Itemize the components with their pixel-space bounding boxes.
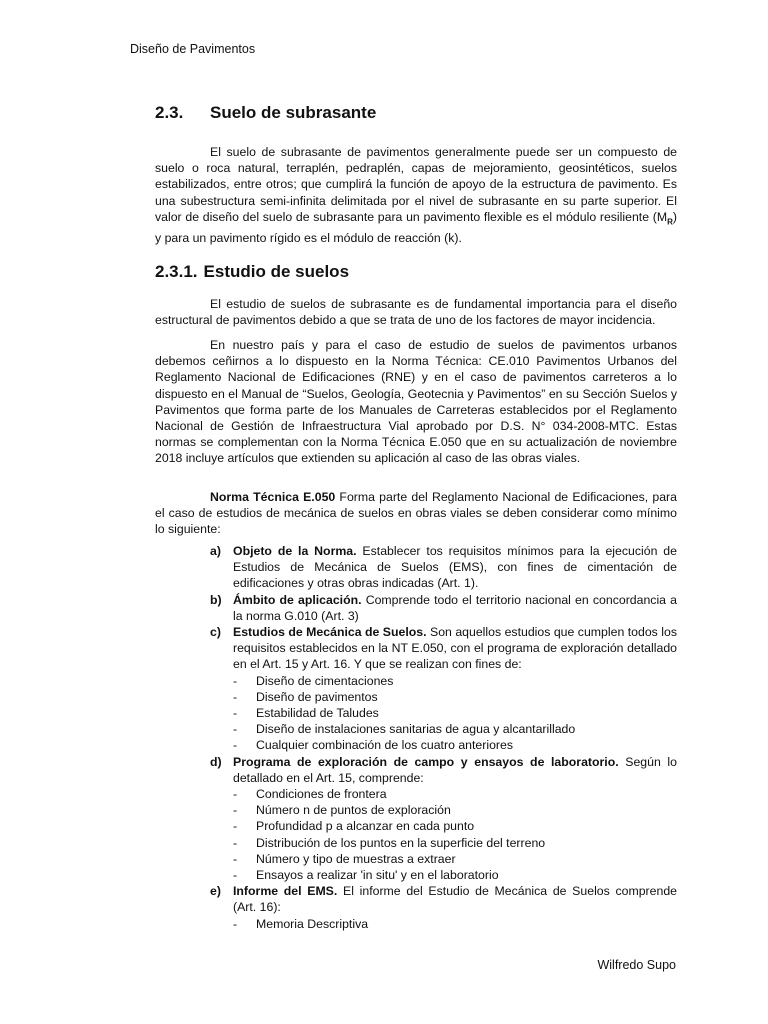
page-footer: Wilfredo Supo xyxy=(597,958,676,972)
section-number: 2.3. xyxy=(155,103,184,122)
item-lead: Informe del EMS. xyxy=(233,884,338,899)
subsection-title: Estudio de suelos xyxy=(203,262,350,281)
sub-item: - Profundidad p a alcanzar en cada punto xyxy=(233,819,475,834)
sub-item: - Diseño de pavimentos xyxy=(233,689,378,704)
subsection-number: 2.3.1. xyxy=(155,262,198,281)
item-letter: d) xyxy=(210,754,222,769)
list-item: d) Programa de exploración de campo y ensayos de laboratorio. Según lo detallado en el Art. 15, comprende: - Condiciones de frontera - Número n de puntos de exploración - Profundidad p a alcanzar en cada punto - Distribución de los puntos en la superficie del terreno - Número y tipo de muestras a extraer - Ensayos a realizar 'in situ' y en el laboratorio xyxy=(210,754,677,883)
sub-item: - Distribución de los puntos en la superficie del terreno xyxy=(233,835,546,850)
list-item: b) Ámbito de aplicación. Comprende todo el territorio nacional en concordancia a la norma G.010 (Art. 3) xyxy=(210,592,678,623)
paragraph-norma-e050: Norma Técnica E.050 Forma parte del Reglamento Nacional de Edificaciones, para el caso de estudios de mecánica de suelos en obras viales se deben considerar como mínimo lo siguiente: xyxy=(155,490,677,537)
subscript-r: R xyxy=(667,217,673,227)
paragraph-estudio: El estudio de suelos de subrasante es de fundamental importancia para el diseño estructural de pavimentos debido a que se trata de uno de los factores de mayor incidencia. xyxy=(155,297,677,328)
item-lead: Objeto de la Norma. xyxy=(233,544,357,558)
list-item: e) Informe del EMS. El informe del Estudio de Mecánica de Suelos comprende (Art. 16): - Memoria Descriptiva xyxy=(210,884,677,931)
sub-item: - Estabilidad de Taludes xyxy=(233,706,379,721)
requirements-list xyxy=(210,543,677,932)
sub-item: - Diseño de cimentaciones xyxy=(233,673,394,688)
sub-item: - Ensayos a realizar 'in situ' y en el laboratorio xyxy=(233,868,499,883)
sub-item: - Número n de puntos de exploración xyxy=(233,803,451,818)
section-heading xyxy=(155,103,376,123)
paragraph-normas: En nuestro país y para el caso de estudio de suelos de pavimentos urbanos debemos ceñirnos a lo dispuesto en la Norma Técnica: CE.010 Pavimentos Urbanos del Reglamento Nacional de Edificaciones (RNE) y en el caso de pavimentos carreteros a lo dispuesto en el Manual de “Suelos, Geología, Geotecnia y Pavimentos” en su Sección Suelos y Pavimentos que forma parte de los Manuales de Carreteras establecidos por el Reglamento Nacional de Gestión de Infraestructura Vial aprobado por D.S. N° 034-2008-MTC. Estas normas se complementan con la Norma Técnica E.050 que en su actualización de noviembre 2018 incluye artículos que extienden su aplicación al caso de las obras viales. xyxy=(155,338,677,466)
sub-item: - Diseño de instalaciones sanitarias de agua y alcantarillado xyxy=(233,722,576,737)
list-item: c) Estudios de Mecánica de Suelos. Son aquellos estudios que cumplen todos los requisitos establecidos en la NT E.050, con el programa de exploración detallado en el Art. 15 y Art. 16. Y que se realizan con fines de: - Diseño de cimentaciones - Diseño de pavimentos - Estabilidad de Taludes - Diseño de instalaciones sanitarias de agua y alcantarillado - Cualquier combinación de los cuatro anteriores xyxy=(210,625,677,753)
sub-item: - Memoria Descriptiva xyxy=(233,916,369,931)
sub-item: - Número y tipo de muestras a extraer xyxy=(233,851,456,866)
norma-lead: Norma Técnica E.050 xyxy=(210,490,336,504)
paragraph-subrasante: El suelo de subrasante de pavimentos generalmente puede ser un compuesto de suelo o roca natural, terraplén, pedraplén, capas de mejoramiento, geosintéticos, suelos estabilizados, entre otros; que cumplirá la función de apoyo de la estructura de pavimento. Es una subestructura semi-infinita delimitada por el nivel de subrasante en su parte superior. El valor de diseño del suelo de subrasante para un pavimento flexible es el módulo resiliente $(M_R)$ y para un pavimento rígido es el módulo de reacción (k). xyxy=(155,145,677,246)
sub-item: - Condiciones de frontera xyxy=(233,787,387,802)
list-item: a) Objeto de la Norma. Establecer tos requisitos mínimos para la ejecución de Estudios de Mecánica de Suelos (EMS), con fines de cimentación de edificaciones y otras obras indicadas (Art. 1). xyxy=(210,544,677,591)
page-header: Diseño de Pavimentos xyxy=(130,42,256,56)
item-lead: Estudios de Mecánica de Suelos. xyxy=(233,625,427,640)
item-lead: Programa de exploración de campo y ensayos de laboratorio. xyxy=(233,754,619,769)
section-title: Suelo de subrasante xyxy=(210,103,377,122)
sub-item: - Cualquier combinación de los cuatro anteriores xyxy=(233,738,514,753)
item-lead: Ámbito de aplicación. xyxy=(233,592,362,607)
subsection-heading xyxy=(155,262,349,282)
item-letter: a) xyxy=(210,544,221,558)
item-letter: b) xyxy=(210,592,222,607)
item-letter: e) xyxy=(210,884,221,899)
item-letter: c) xyxy=(210,625,221,640)
